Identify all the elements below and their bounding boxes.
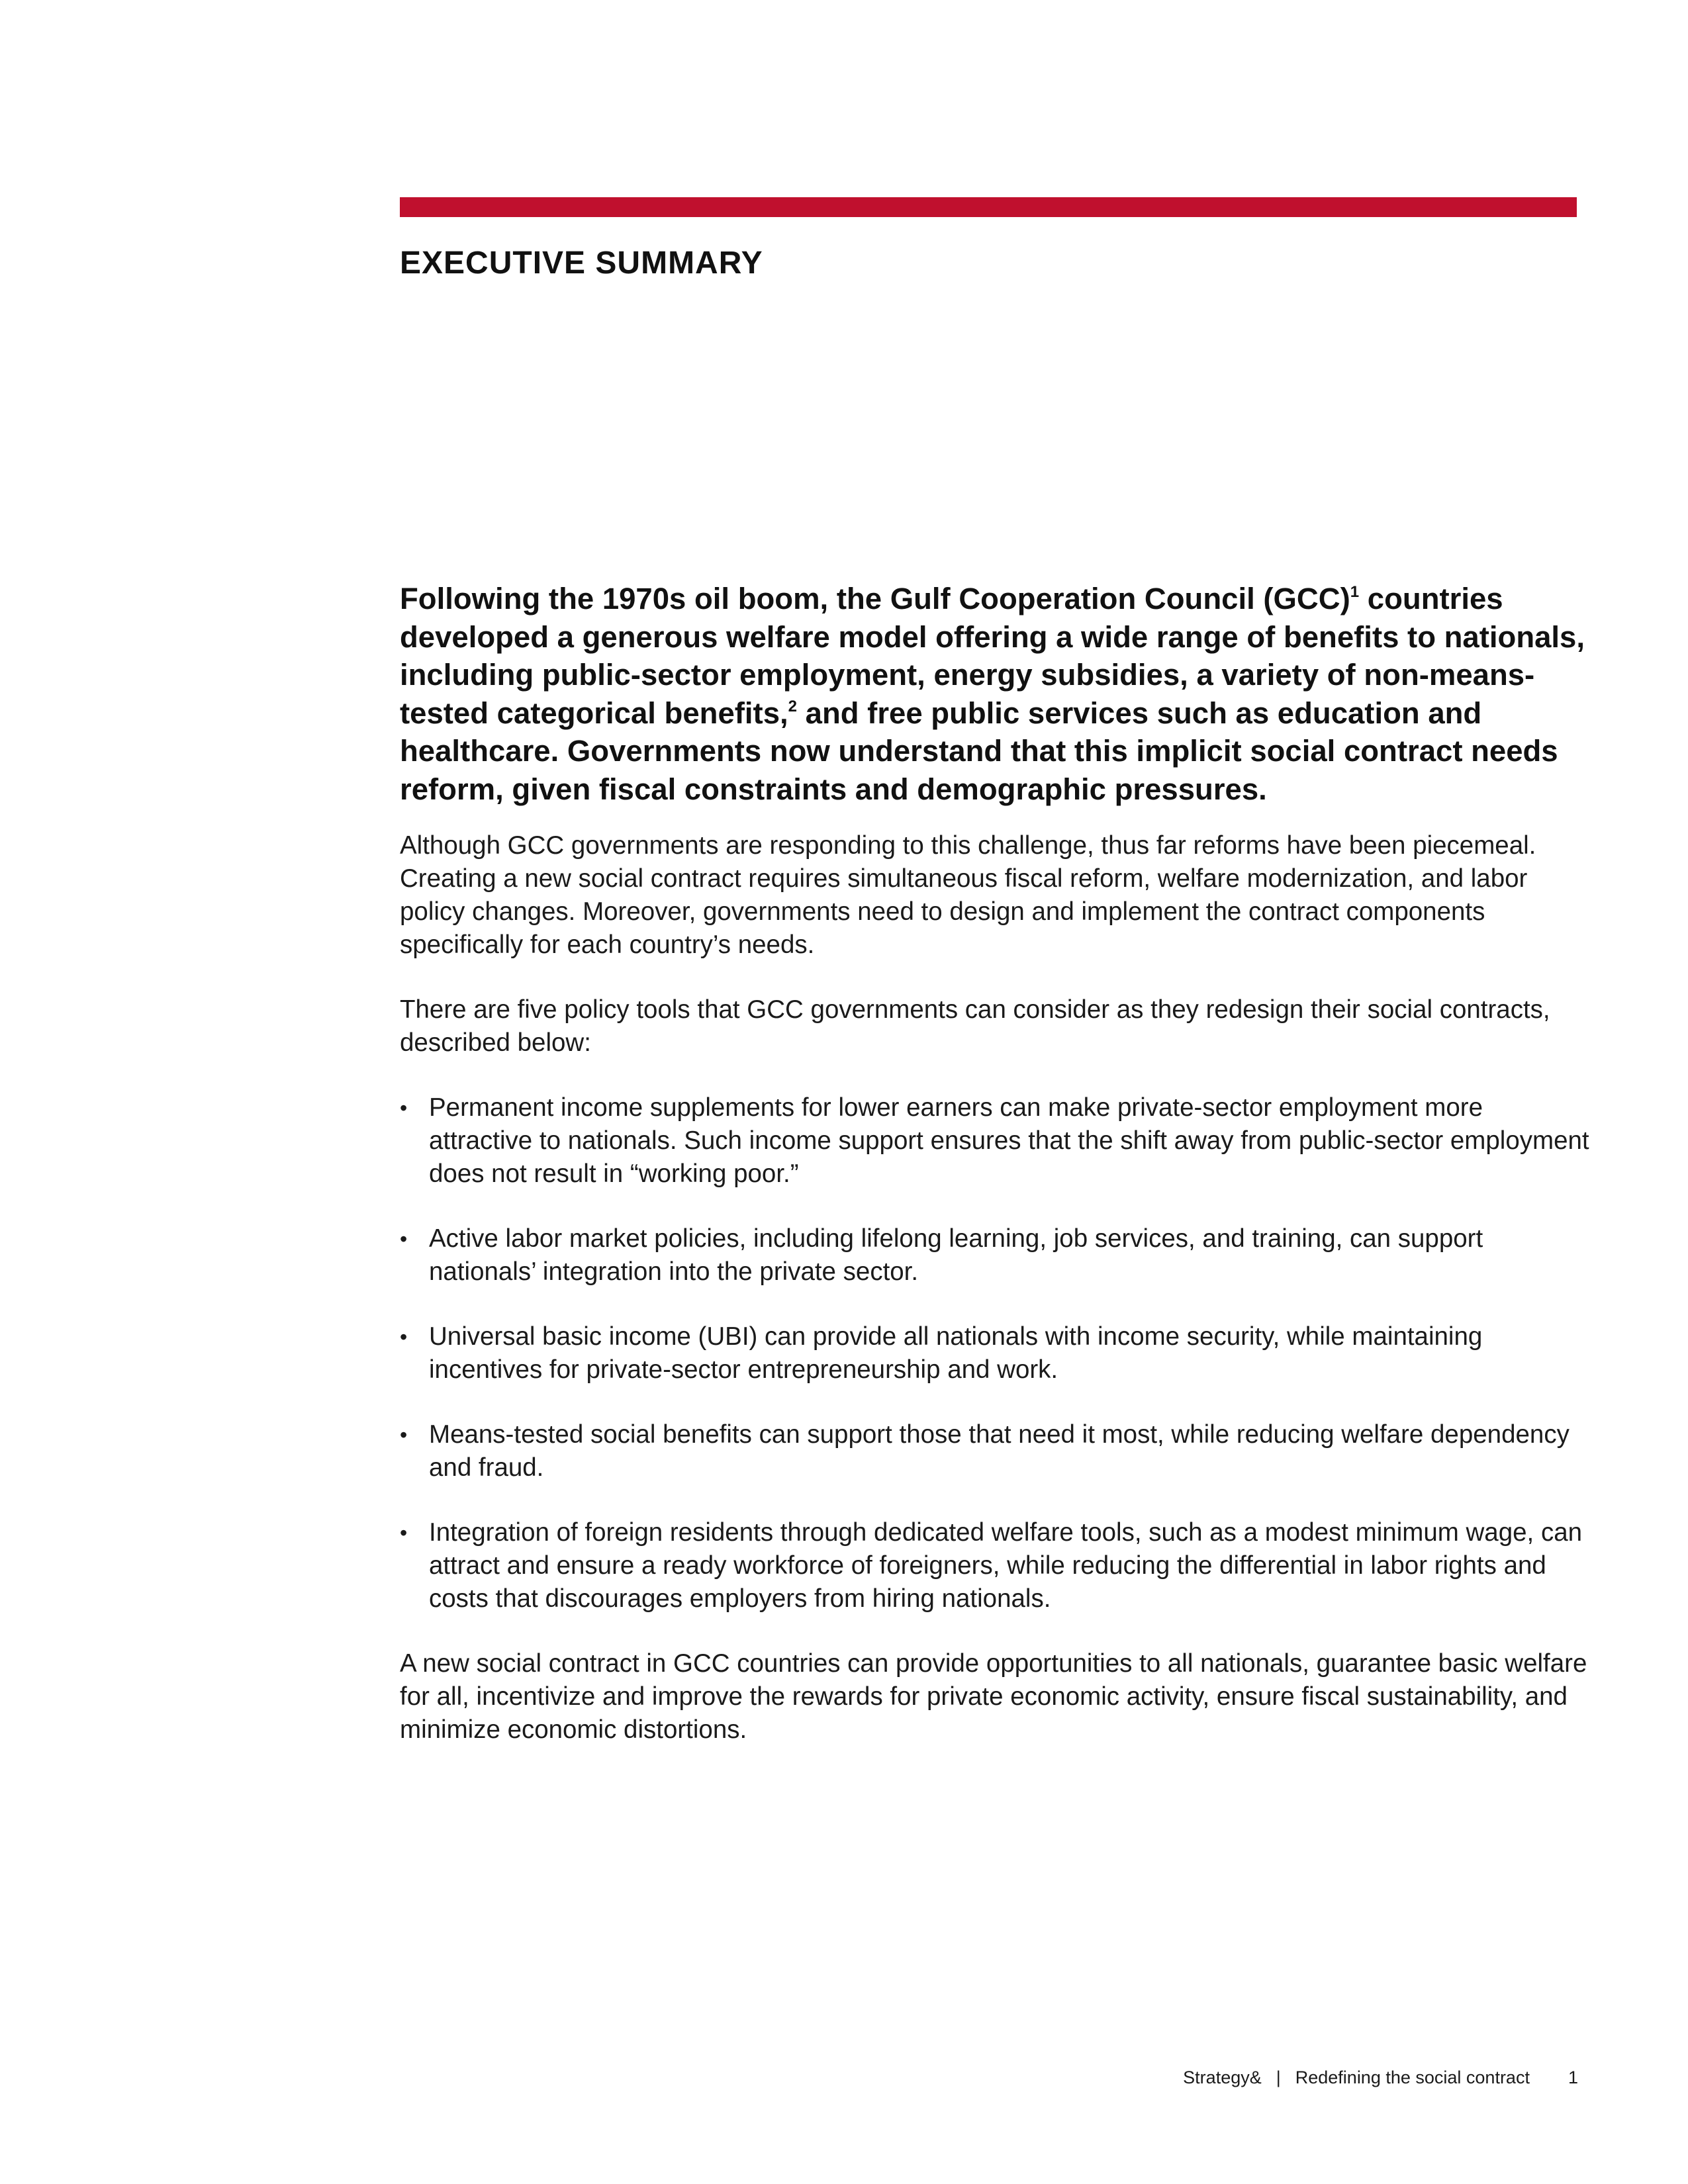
lead-paragraph xyxy=(400,580,1591,808)
bullet-icon: • xyxy=(400,1423,408,1447)
list-item xyxy=(400,1222,1591,1289)
page-number: 1 xyxy=(1568,2068,1578,2087)
body-paragraph-1: Although GCC governments are responding to this challenge, thus far reforms have been piecemeal. Creating a new social contract requires simultaneous fiscal reform, welfare modernization, and labor policy changes. Moreover, governments need to design and implement the contract components specifically for each country’s needs. xyxy=(400,831,1536,959)
footer-separator: | xyxy=(1276,2068,1281,2087)
policy-tools-list xyxy=(400,1091,1591,1615)
list-item xyxy=(400,1091,1591,1191)
list-item xyxy=(400,1418,1591,1484)
lead-text-part3: and free public services such as education and healthcare. Governments now understand that this implicit social contract needs reform, given fiscal constraints and demographic pressures. xyxy=(400,696,1558,806)
lead-text-part1: Following the 1970s oil boom, the Gulf Cooperation Council (GCC) xyxy=(400,582,1350,615)
footnote-2-marker: 2 xyxy=(788,697,797,715)
bullet-icon: • xyxy=(400,1227,408,1251)
footer-document-title: Redefining the social contract xyxy=(1295,2068,1530,2087)
lead-text-part2: countries developed a generous welfare model offering a wide range of benefits to nationals, including public-sector employment, energy subsidies, a variety of non-means-tested categorical benefits, xyxy=(400,582,1585,730)
bullet-icon: • xyxy=(400,1325,408,1349)
list-item-text: Active labor market policies, including lifelong learning, job services, and training, can support nationals’ integration into the private sector. xyxy=(429,1224,1483,1286)
body-paragraph-2: There are five policy tools that GCC governments can consider as they redesign their social contracts, described below: xyxy=(400,995,1550,1057)
body-paragraph-3: A new social contract in GCC countries can provide opportunities to all nationals, guarantee basic welfare for all, incentivize and improve the rewards for private economic activity, ensure fiscal sustainability, and minimize economic distortions. xyxy=(400,1649,1587,1744)
list-item-text: Permanent income supplements for lower earners can make private-sector employment more attractive to nationals. Such income support ensures that the shift away from public-sector employment does not result in “working poor.” xyxy=(429,1093,1589,1188)
footnote-1-marker: 1 xyxy=(1350,583,1360,601)
main-content xyxy=(400,580,1591,1778)
bullet-icon: • xyxy=(400,1521,408,1545)
section-title: EXECUTIVE SUMMARY xyxy=(400,246,763,281)
page-footer xyxy=(1183,2068,1578,2088)
list-item-text: Integration of foreign residents through dedicated welfare tools, such as a modest minimum wage, can attract and ensure a ready workforce of foreigners, while reducing the differential in labor rights and costs that discourages employers from hiring nationals. xyxy=(429,1518,1583,1613)
list-item xyxy=(400,1320,1591,1387)
list-item-text: Means-tested social benefits can support those that need it most, while reducing welfare dependency and fraud. xyxy=(429,1420,1570,1482)
bullet-icon: • xyxy=(400,1096,408,1120)
header-accent-bar xyxy=(400,197,1577,217)
list-item-text: Universal basic income (UBI) can provide all nationals with income security, while maintaining incentives for private-sector entrepreneurship and work. xyxy=(429,1322,1483,1384)
footer-brand: Strategy& xyxy=(1183,2068,1262,2087)
list-item xyxy=(400,1516,1591,1615)
